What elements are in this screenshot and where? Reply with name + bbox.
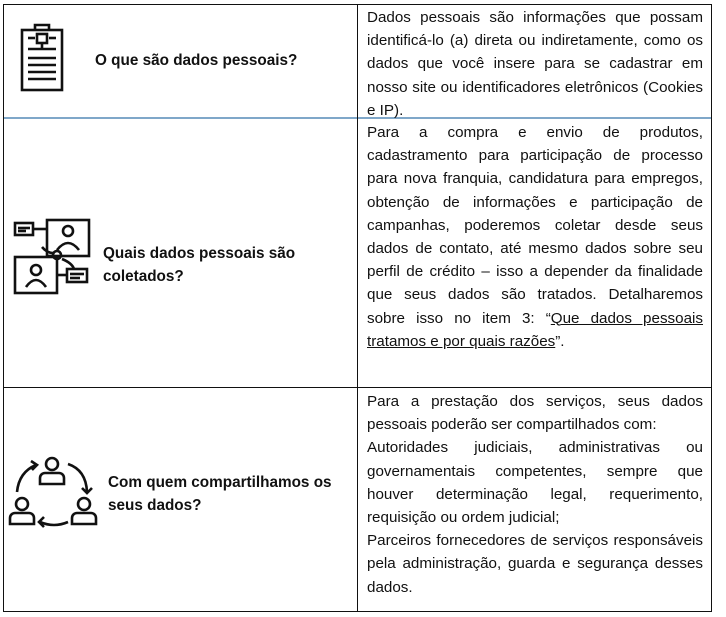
answer-paragraph: Parceiros fornecedores de serviços responsáveis pela administração, guarda e segurança desses dados. bbox=[367, 532, 703, 596]
question-cell bbox=[3, 118, 357, 387]
question-text bbox=[103, 242, 295, 288]
question-text bbox=[108, 471, 332, 517]
answer-paragraph: Autoridades judiciais, administrativas ou governamentais competentes, sempre que houver determinação legal, requerimento, requisição ou ordem judicial; bbox=[367, 439, 703, 527]
privacy-faq-table bbox=[3, 4, 712, 612]
answer-text bbox=[367, 121, 703, 353]
table-right-border bbox=[711, 4, 712, 612]
answer-cell bbox=[367, 6, 703, 122]
personal-data-network-icon bbox=[12, 217, 92, 297]
column-divider bbox=[357, 4, 358, 612]
question-cell bbox=[3, 388, 357, 611]
question-line: Quais dados pessoais são bbox=[103, 245, 296, 262]
question-line: coletados? bbox=[103, 268, 184, 285]
question-line: Com quem compartilhamos os bbox=[108, 474, 332, 491]
answer-text: Dados pessoais são informações que possam identificá-lo (a) direta ou indiretamente, como os dados que você insere para se cadastrar em nosso site ou identificadores eletrônicos (Cookies e IP). bbox=[367, 9, 703, 119]
question-line: seus dados? bbox=[108, 497, 202, 514]
answer-paragraph: Para a prestação dos serviços, seus dados pessoais poderão ser compartilhados com: bbox=[367, 393, 703, 434]
answer-text-part: Para a compra e envio de produtos, cadastramento para participação de processo para nova franquia, candidatura para empregos, obtenção de informações e participação de campanhas, poderemos coletar desde seus dados de contato, até mesmo dados sobre seu perfil de crédito – isso a depender da finalidade que seus dados são tratados. Detalharemos sobre isso no item 3: “ bbox=[367, 124, 703, 327]
people-sharing-cycle-icon bbox=[4, 452, 104, 532]
answer-cell bbox=[367, 121, 703, 353]
clipboard-icon bbox=[20, 22, 64, 92]
answer-text-part: ”. bbox=[555, 332, 565, 350]
answer-cell bbox=[367, 390, 703, 599]
question-text: O que são dados pessoais? bbox=[95, 52, 298, 69]
question-cell bbox=[3, 4, 357, 117]
section-link[interactable]: Que dados pessoais tratamos e por quais razões bbox=[367, 309, 703, 350]
